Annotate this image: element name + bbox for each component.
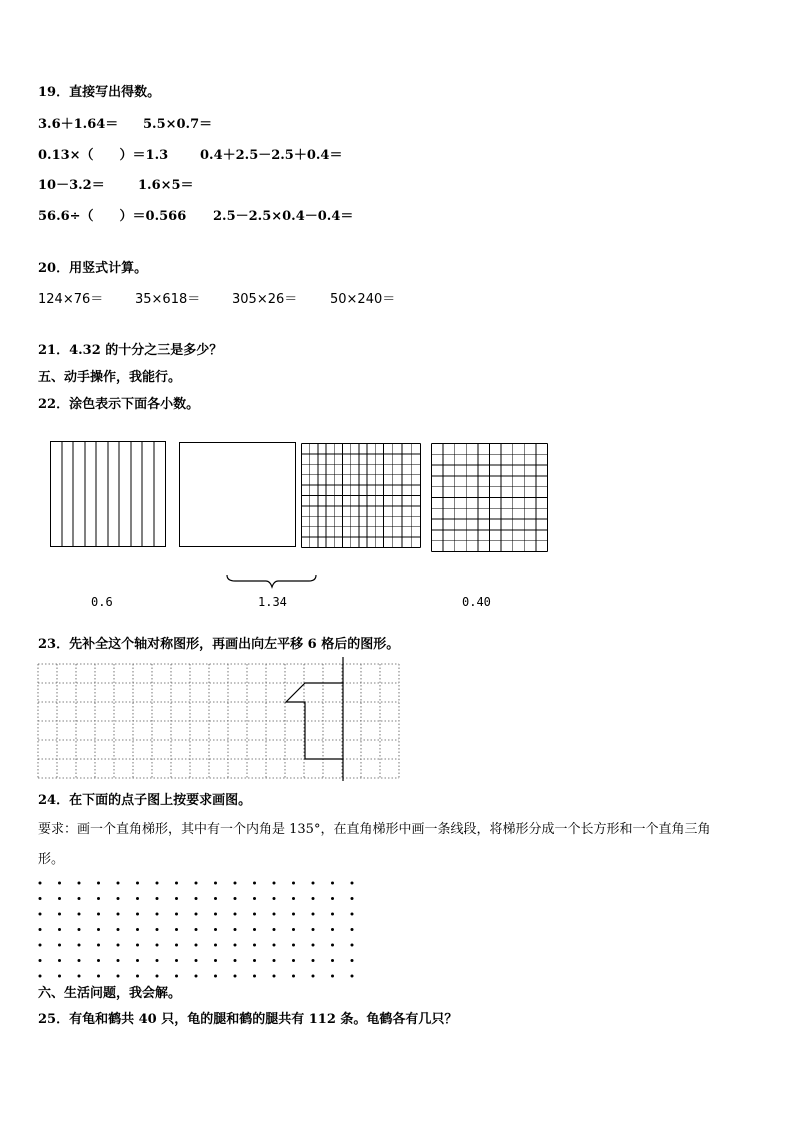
grid-dot [156, 897, 159, 900]
grid-dot [312, 959, 315, 962]
grid-dot [351, 944, 354, 947]
grid-dot [214, 897, 217, 900]
grid-dot [234, 882, 237, 885]
grid-dot [351, 897, 354, 900]
grid-dot [136, 897, 139, 900]
grid-dot [136, 959, 139, 962]
q19-title: 19．直接写出得数。 [38, 85, 161, 100]
grid-dot [97, 959, 100, 962]
grid-dot [253, 897, 256, 900]
grid-dot [292, 897, 295, 900]
grid-dot [195, 959, 198, 962]
grid-dot [312, 944, 315, 947]
grid-dot [214, 944, 217, 947]
grid-dot [97, 913, 100, 916]
grid-dot [234, 928, 237, 931]
grid-dot [273, 913, 276, 916]
grid-dot [117, 897, 120, 900]
grid-dot [156, 959, 159, 962]
q20-expr-3: 305×26＝ [232, 292, 298, 307]
grid-dot [331, 928, 334, 931]
grid-dot [195, 913, 198, 916]
q19-expr-6: 1.6×5＝ [138, 178, 194, 193]
grid-dot [78, 928, 81, 931]
q20-expr-1: 124×76＝ [38, 292, 104, 307]
grid-dot [312, 975, 315, 978]
grid-dot [214, 882, 217, 885]
q22-title: 22．涂色表示下面各小数。 [38, 397, 200, 412]
grid-dot [58, 882, 61, 885]
grid-dot [175, 959, 178, 962]
grid-dot [39, 897, 42, 900]
grid-dot [331, 959, 334, 962]
q19-expr-3: 0.13×（ ）＝1.3 [38, 148, 169, 163]
grid-dot [234, 944, 237, 947]
grid-dot [253, 944, 256, 947]
grid-dot [312, 897, 315, 900]
grid-dot [117, 928, 120, 931]
grid-dot [97, 897, 100, 900]
grid-dot [78, 959, 81, 962]
grid-dot [214, 975, 217, 978]
q24-title: 24．在下面的点子图上按要求画图。 [38, 793, 252, 808]
grid-dot [253, 928, 256, 931]
grid-dot [136, 882, 139, 885]
grid-dot [214, 928, 217, 931]
grid-dot [78, 944, 81, 947]
grid-dot [78, 897, 81, 900]
grid-dot [351, 959, 354, 962]
dot-grid [39, 882, 354, 978]
grid-dot [292, 882, 295, 885]
grid-dot [195, 944, 198, 947]
q24-requirement-line-2: 形。 [38, 852, 65, 867]
grid-dot [175, 897, 178, 900]
grid-dot [78, 882, 81, 885]
grid-dot [351, 882, 354, 885]
grid-dot [312, 882, 315, 885]
grid-dot [312, 913, 315, 916]
grid-dot [117, 944, 120, 947]
grid-dot [78, 913, 81, 916]
grid-dot [273, 959, 276, 962]
q19-expr-8: 2.5－2.5×0.4－0.4＝ [213, 209, 354, 224]
grid-dot [195, 882, 198, 885]
grid-dot [97, 928, 100, 931]
grid-dot [253, 913, 256, 916]
grid-dot [58, 913, 61, 916]
grid-dot [58, 975, 61, 978]
grid-dot [136, 944, 139, 947]
grid-dot [58, 928, 61, 931]
grid-dot [273, 882, 276, 885]
grid-dot [253, 975, 256, 978]
grid-dot [331, 882, 334, 885]
grid-dot [312, 928, 315, 931]
grid-dot [292, 944, 295, 947]
q19-expr-7: 56.6÷（ ）＝0.566 [38, 209, 187, 224]
grid-dot [39, 959, 42, 962]
grid-dot [39, 944, 42, 947]
grid-dot [234, 975, 237, 978]
grid-dot [351, 928, 354, 931]
grid-dot [351, 975, 354, 978]
grid-dot [292, 959, 295, 962]
grid-dot [292, 928, 295, 931]
q22-label-2: 1.34 [258, 595, 287, 609]
q20-title: 20．用竖式计算。 [38, 261, 148, 276]
grid-dot [253, 882, 256, 885]
grid-dot [78, 975, 81, 978]
grid-dot [292, 975, 295, 978]
grid-dot [331, 913, 334, 916]
q20-expr-2: 35×618＝ [135, 292, 201, 307]
grid-dot [292, 913, 295, 916]
grid-dot [156, 882, 159, 885]
q19-expr-5: 10－3.2＝ [38, 178, 105, 193]
grid-dot [117, 975, 120, 978]
grid-dot [195, 897, 198, 900]
grid-dot [136, 913, 139, 916]
grid-dot [234, 959, 237, 962]
grid-dot [39, 913, 42, 916]
grid-dot [117, 913, 120, 916]
q23-title: 23．先补全这个轴对称图形，再画出向左平移 6 格后的图形。 [38, 637, 400, 652]
grid-dot [253, 959, 256, 962]
q24-requirement-line-1: 要求：画一个直角梯形，其中有一个内角是 135°，在直角梯形中画一条线段，将梯形分成一个长方形和一个直角三角 [38, 822, 711, 837]
grid-dot [331, 944, 334, 947]
grid-dot [351, 913, 354, 916]
q22-label-3: 0.40 [462, 595, 491, 609]
q19-expr-4: 0.4＋2.5－2.5＋0.4＝ [200, 148, 343, 163]
grid-dot [195, 928, 198, 931]
grid-dot [136, 975, 139, 978]
q19-expr-2: 5.5×0.7＝ [143, 117, 213, 132]
q21-title: 21．4.32 的十分之三是多少？ [38, 343, 223, 358]
grid-dot [97, 944, 100, 947]
grid-dot [97, 882, 100, 885]
grid-dot [175, 913, 178, 916]
grid-dot [175, 975, 178, 978]
grid-dot [117, 959, 120, 962]
q20-expr-4: 50×240＝ [330, 292, 396, 307]
grid-dot [39, 928, 42, 931]
grid-dot [39, 882, 42, 885]
grid-dot [136, 928, 139, 931]
grid-dot [156, 975, 159, 978]
grid-dot [156, 913, 159, 916]
grid-dot [234, 913, 237, 916]
grid-dot [175, 944, 178, 947]
grid-dot [331, 897, 334, 900]
section6-title: 六、生活问题，我会解。 [38, 986, 182, 1001]
grid-dot [234, 897, 237, 900]
grid-dot [58, 959, 61, 962]
grid-dot [97, 975, 100, 978]
grid-dot [39, 975, 42, 978]
grid-dot [156, 944, 159, 947]
grid-dot [117, 882, 120, 885]
grid-dot [273, 975, 276, 978]
grid-dot [175, 882, 178, 885]
grid-dot [58, 897, 61, 900]
q22-label-1: 0.6 [91, 595, 113, 609]
grid-dot [331, 975, 334, 978]
grid-dot [273, 944, 276, 947]
grid-dot [273, 928, 276, 931]
section5-title: 五、动手操作，我能行。 [38, 370, 182, 385]
grid-dot [273, 897, 276, 900]
q19-expr-1: 3.6＋1.64＝ [38, 117, 119, 132]
grid-dot [58, 944, 61, 947]
q25-title: 25．有龟和鹤共 40 只，龟的腿和鹤的腿共有 112 条。龟鹤各有几只？ [38, 1012, 458, 1027]
grid-dot [175, 928, 178, 931]
grid-dot [156, 928, 159, 931]
grid-dot [195, 975, 198, 978]
grid-dot [214, 913, 217, 916]
grid-dot [214, 959, 217, 962]
